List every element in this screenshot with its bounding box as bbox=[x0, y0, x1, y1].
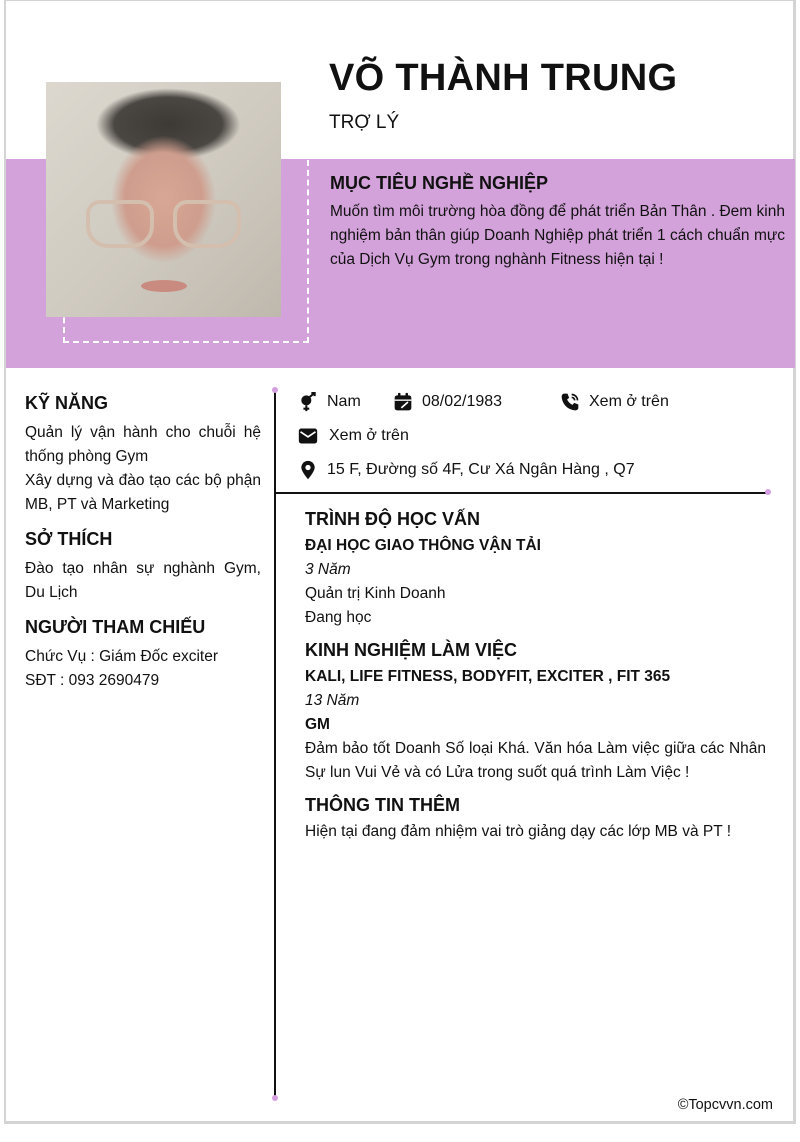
skill-item: Xây dựng và đào tạo các bộ phận MB, PT và Marketing bbox=[25, 472, 261, 513]
references-section bbox=[25, 617, 261, 693]
experience-description: Đảm bảo tốt Doanh Số loại Khá. Văn hóa Làm việc giữa các Nhân Sự lun Vui Vẻ và có Lửa trong suốt quá trình Làm Việc ! bbox=[305, 740, 766, 781]
education-major: Quản trị Kinh Doanh bbox=[305, 585, 446, 602]
photo-glasses bbox=[86, 200, 241, 250]
reference-item: Chức Vụ : Giám Đốc exciter bbox=[25, 648, 218, 665]
phone-value: Xem ở trên bbox=[589, 393, 669, 410]
map-pin-icon bbox=[297, 459, 319, 481]
email-value: Xem ở trên bbox=[329, 427, 409, 444]
references-heading: NGƯỜI THAM CHIẾU bbox=[25, 617, 206, 637]
hobbies-heading: SỞ THÍCH bbox=[25, 529, 113, 549]
hobby-item: Đào tạo nhân sự nghành Gym, Du Lịch bbox=[25, 560, 261, 601]
experience-companies: KALI, LIFE FITNESS, BODYFIT, EXCITER , FIT 365 bbox=[305, 668, 671, 685]
phone-icon bbox=[559, 391, 581, 413]
experience-heading: KINH NGHIỆM LÀM VIỆC bbox=[305, 640, 518, 660]
address-value: 15 F, Đường số 4F, Cư Xá Ngân Hàng , Q7 bbox=[327, 461, 635, 478]
gender-icon bbox=[297, 391, 319, 413]
right-column bbox=[305, 509, 766, 854]
experience-position: GM bbox=[305, 716, 330, 733]
gender-value: Nam bbox=[327, 393, 361, 410]
skills-section bbox=[25, 393, 261, 517]
birthday-value: 08/02/1983 bbox=[422, 393, 503, 410]
left-column bbox=[25, 393, 261, 705]
reference-item: SĐT : 093 2690479 bbox=[25, 672, 160, 689]
divider-dot-bottom bbox=[272, 1095, 278, 1101]
skills-heading: KỸ NĂNG bbox=[25, 393, 109, 413]
address-item bbox=[297, 459, 635, 481]
education-heading: TRÌNH ĐỘ HỌC VẤN bbox=[305, 509, 480, 529]
email-item bbox=[297, 425, 409, 447]
candidate-name: VÕ THÀNH TRUNG bbox=[329, 57, 678, 99]
additional-info-section bbox=[305, 795, 766, 844]
objective-section bbox=[330, 173, 785, 272]
profile-photo bbox=[46, 82, 281, 317]
education-section bbox=[305, 509, 766, 630]
envelope-icon bbox=[297, 425, 319, 447]
divider-dot-right bbox=[765, 489, 771, 495]
additional-info-text: Hiện tại đang đảm nhiệm vai trò giảng dạy các lớp MB và PT ! bbox=[305, 823, 732, 840]
copyright-footer: ©Topcvvn.com bbox=[677, 1097, 773, 1113]
birthday-item bbox=[392, 391, 559, 413]
candidate-title: TRỢ LÝ bbox=[329, 112, 400, 133]
horizontal-divider bbox=[274, 492, 768, 494]
contact-info bbox=[297, 385, 777, 487]
objective-text: Muốn tìm môi trường hòa đồng để phát triển Bản Thân . Đem kinh nghiệm bản thân giúp Doanh Nghiệp phát triển 1 cách chuẩn mực của Dịch Vụ Gym trong nghành Fitness hiện tại ! bbox=[330, 203, 785, 268]
objective-heading: MỤC TIÊU NGHỀ NGHIỆP bbox=[330, 173, 549, 193]
additional-info-heading: THÔNG TIN THÊM bbox=[305, 795, 460, 815]
education-status: Đang học bbox=[305, 609, 372, 626]
phone-item bbox=[559, 391, 669, 413]
skill-item: Quản lý vận hành cho chuỗi hệ thống phòng Gym bbox=[25, 424, 261, 465]
hobbies-section bbox=[25, 529, 261, 605]
calendar-icon bbox=[392, 391, 414, 413]
vertical-divider bbox=[274, 390, 276, 1098]
gender-item bbox=[297, 391, 392, 413]
experience-section bbox=[305, 640, 766, 785]
education-duration: 3 Năm bbox=[305, 561, 351, 578]
divider-dot-top bbox=[272, 387, 278, 393]
education-school: ĐẠI HỌC GIAO THÔNG VẬN TẢI bbox=[305, 537, 541, 554]
experience-duration: 13 Năm bbox=[305, 692, 360, 709]
